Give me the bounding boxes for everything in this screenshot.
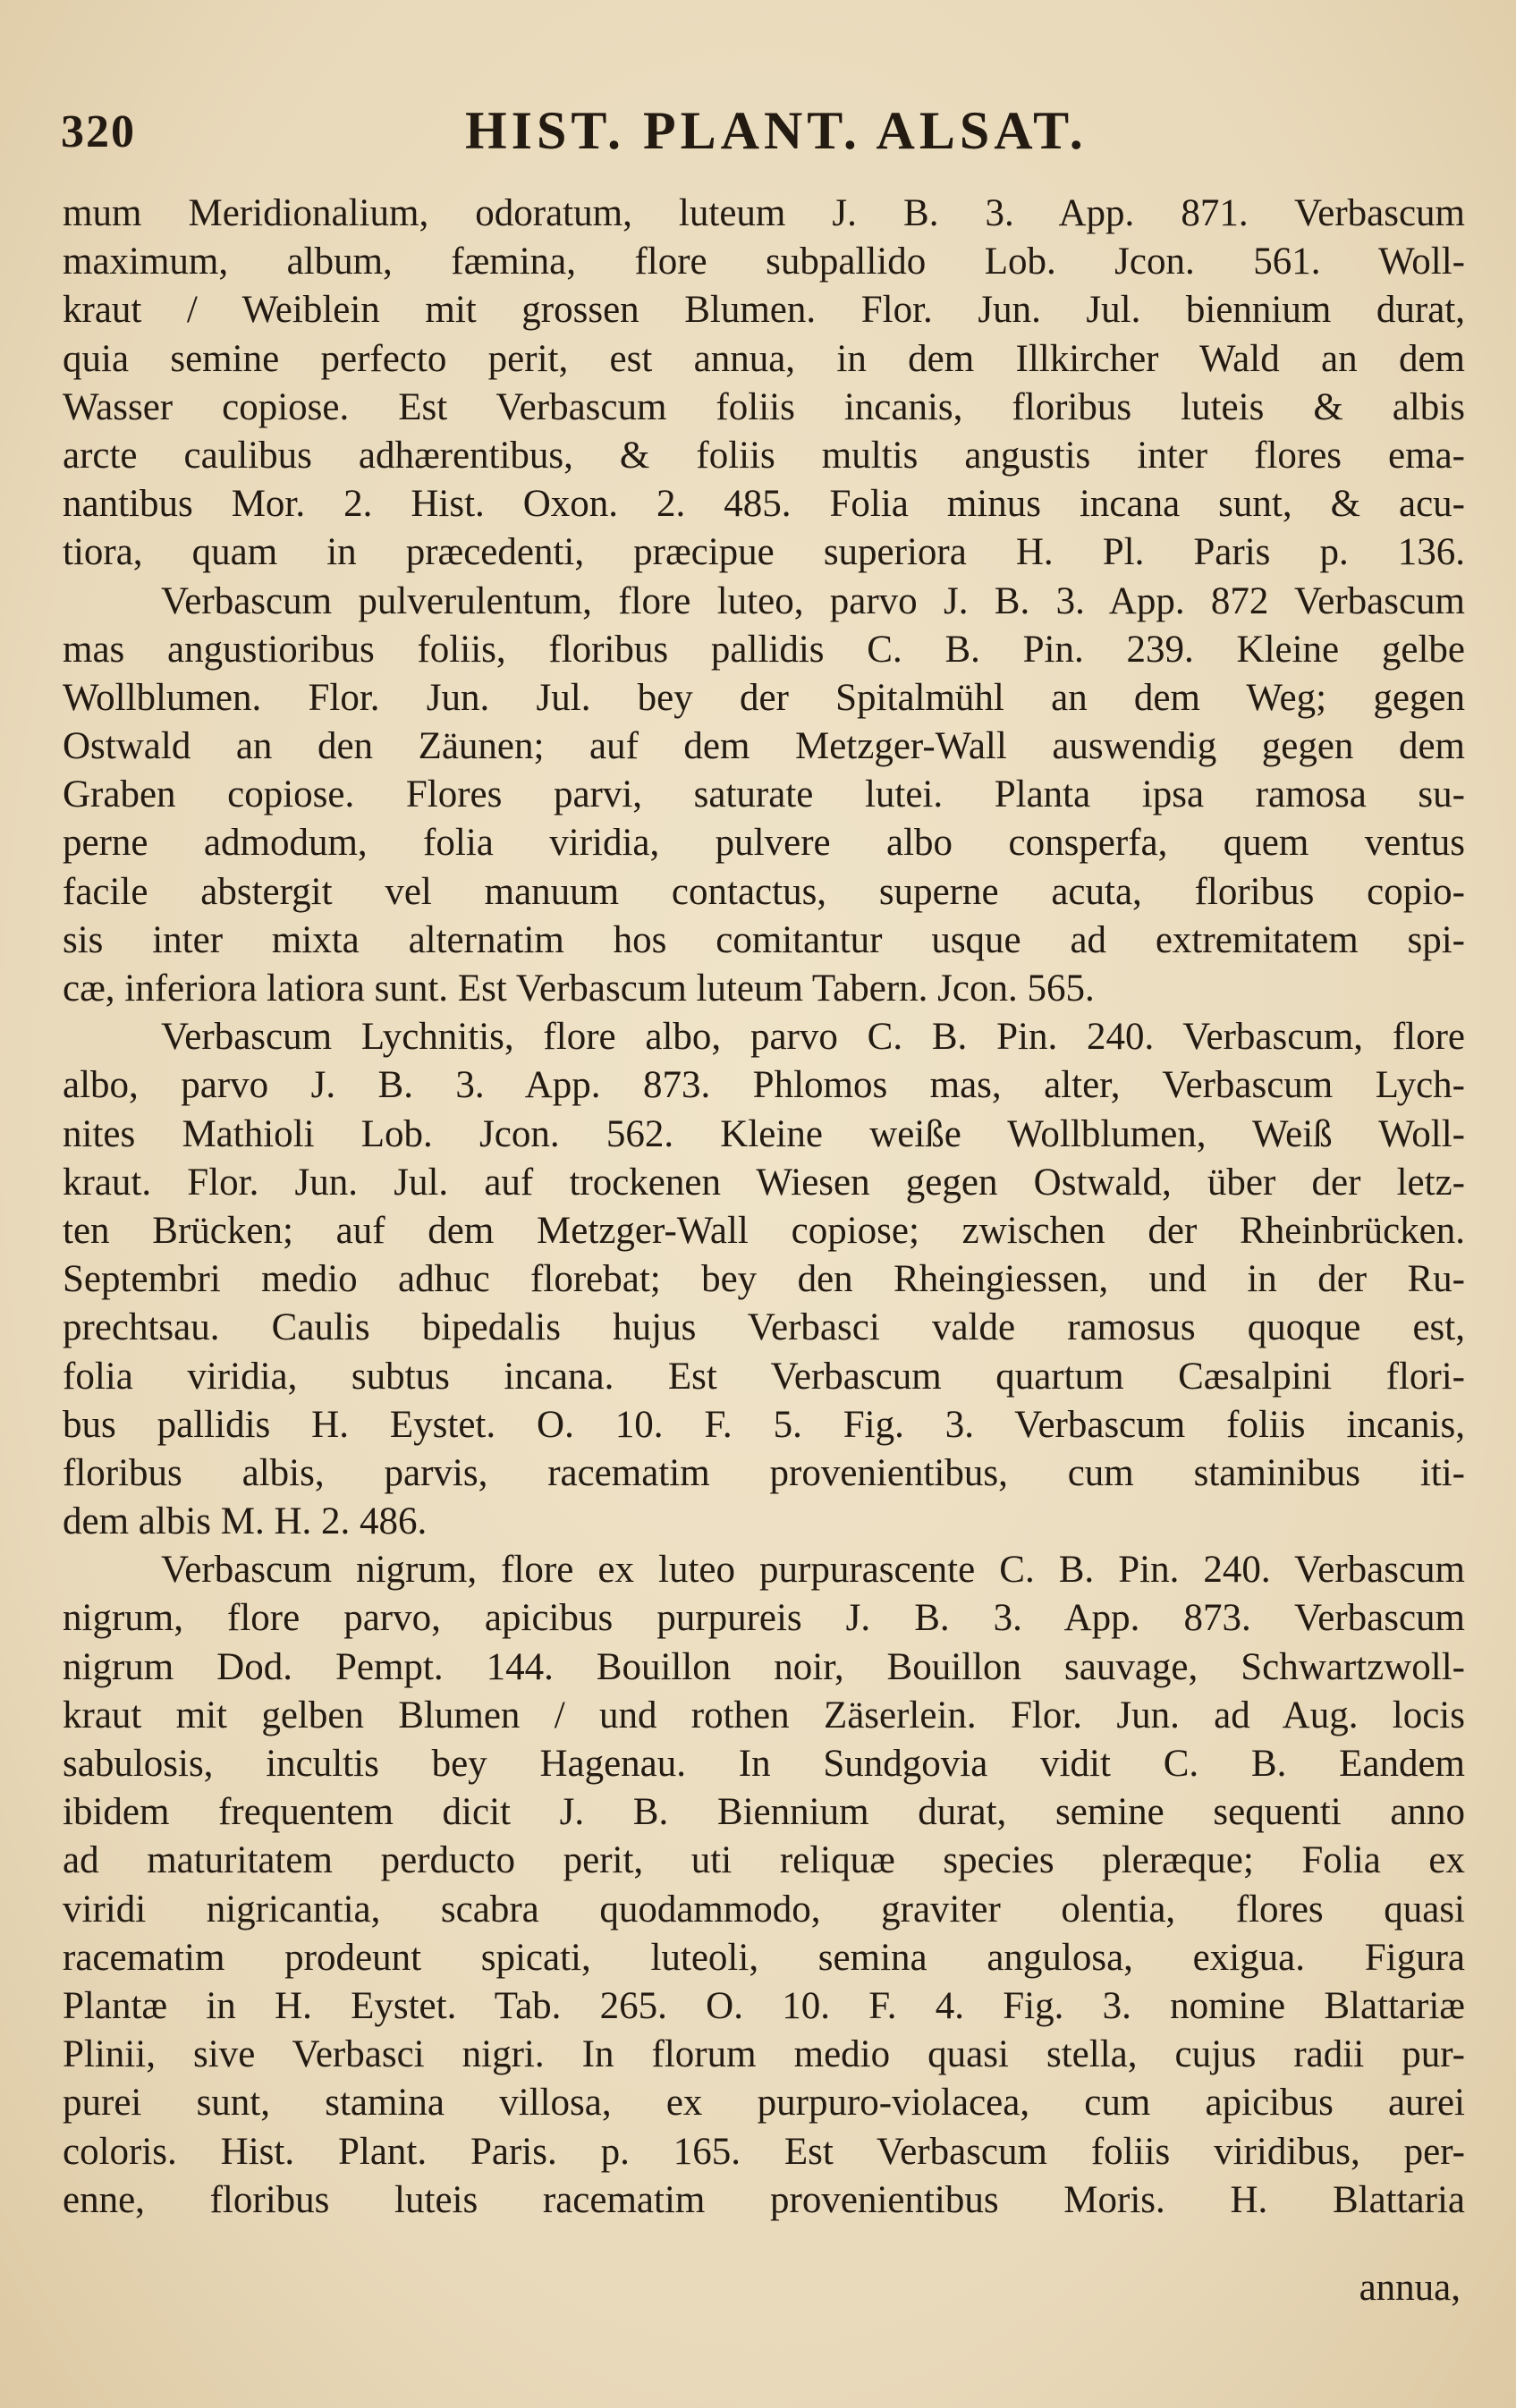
text-line: coloris. Hist. Plant. Paris. p. 165. Est Verbascum foliis viridibus, per- xyxy=(63,2130,1465,2173)
text-line: Verbascum nigrum, flore ex luteo purpurascente C. B. Pin. 240. Verbascum xyxy=(161,1549,1465,1592)
text-line: Wollblumen. Flor. Jun. Jul. bey der Spitalmühl an dem Weg; gegen xyxy=(63,676,1465,719)
text-line: folia viridia, subtus incana. Est Verbascum quartum Cæsalpini flori- xyxy=(63,1355,1465,1398)
text-line: tiora, quam in præcedenti, præcipue superiora H. Pl. Paris p. 136. xyxy=(63,531,1465,574)
text-line: nantibus Mor. 2. Hist. Oxon. 2. 485. Folia minus incana sunt, & acu- xyxy=(63,483,1465,526)
text-line: purei sunt, stamina villosa, ex purpuro-violacea, cum apicibus aurei xyxy=(63,2082,1465,2125)
text-line: prechtsau. Caulis bipedalis hujus Verbasci valde ramosus quoque est, xyxy=(63,1306,1465,1349)
text-line: nigrum, flore parvo, apicibus purpureis J. B. 3. App. 873. Verbascum xyxy=(63,1597,1465,1640)
text-line: ad maturitatem perducto perit, uti reliquæ species pleræque; Folia ex xyxy=(63,1839,1465,1882)
text-line: maximum, album, fæmina, flore subpallido Lob. Jcon. 561. Woll- xyxy=(63,241,1465,283)
text-line: mas angustioribus foliis, floribus pallidis C. B. Pin. 239. Kleine gelbe xyxy=(63,628,1465,671)
text-line: nigrum Dod. Pempt. 144. Bouillon noir, Bouillon sauvage, Schwartzwoll- xyxy=(63,1645,1465,1688)
text-line: floribus albis, parvis, racematim provenientibus, cum staminibus iti- xyxy=(63,1451,1465,1494)
text-line: kraut / Weiblein mit grossen Blumen. Flor. Jun. Jul. biennium durat, xyxy=(63,289,1465,332)
page-number: 320 xyxy=(61,106,136,157)
text-line: albo, parvo J. B. 3. App. 873. Phlomos mas, alter, Verbascum Lych- xyxy=(63,1064,1465,1107)
body-text xyxy=(63,190,1465,2225)
running-head: HIST. PLANT. ALSAT. xyxy=(465,101,1088,160)
text-line: sis inter mixta alternatim hos comitantur usque ad extremitatem spi- xyxy=(63,918,1465,961)
text-line: Verbascum pulverulentum, flore luteo, parvo J. B. 3. App. 872 Verbascum xyxy=(161,579,1465,622)
text-line: cæ, inferiora latiora sunt. Est Verbascum luteum Tabern. Jcon. 565. xyxy=(63,967,1095,1010)
text-line: ten Brücken; auf dem Metzger-Wall copiose; zwischen der Rheinbrücken. xyxy=(63,1209,1465,1252)
text-line: Septembri medio adhuc florebat; bey den Rheingiessen, und in der Ru- xyxy=(63,1258,1465,1301)
text-line: kraut. Flor. Jun. Jul. auf trockenen Wiesen gegen Ostwald, über der letz- xyxy=(63,1161,1465,1204)
text-line: kraut mit gelben Blumen / und rothen Zäserlein. Flor. Jun. ad Aug. locis xyxy=(63,1694,1465,1736)
text-line: Wasser copiose. Est Verbascum foliis incanis, floribus luteis & albis xyxy=(63,385,1465,428)
text-line: arcte caulibus adhærentibus, & foliis multis angustis inter flores ema- xyxy=(63,434,1465,477)
text-line: nites Mathioli Lob. Jcon. 562. Kleine weiße Wollblumen, Weiß Woll- xyxy=(63,1112,1465,1155)
text-line: viridi nigricantia, scabra quodammodo, graviter olentia, flores quasi xyxy=(63,1888,1465,1931)
text-line: facile abstergit vel manuum contactus, superne acuta, floribus copio- xyxy=(63,870,1465,913)
text-line: Verbascum Lychnitis, flore albo, parvo C. B. Pin. 240. Verbascum, flore xyxy=(161,1016,1465,1059)
catchword: annua, xyxy=(1359,2267,1461,2309)
text-line: Plantæ in H. Eystet. Tab. 265. O. 10. F. 4. Fig. 3. nomine Blattariæ xyxy=(63,1984,1465,2027)
text-line: ibidem frequentem dicit J. B. Biennium durat, semine sequenti anno xyxy=(63,1791,1465,1834)
text-line: Plinii, sive Verbasci nigri. In florum medio quasi stella, cujus radii pur- xyxy=(63,2033,1465,2076)
text-line: perne admodum, folia viridia, pulvere albo consperfa, quem ventus xyxy=(63,822,1465,865)
text-line: sabulosis, incultis bey Hagenau. In Sundgovia vidit C. B. Eandem xyxy=(63,1743,1465,1785)
text-line: quia semine perfecto perit, est annua, in dem Illkircher Wald an dem xyxy=(63,337,1465,380)
text-line: racematim prodeunt spicati, luteoli, semina angulosa, exigua. Figura xyxy=(63,1936,1465,1979)
text-line: mum Meridionalium, odoratum, luteum J. B. 3. App. 871. Verbascum xyxy=(63,192,1465,234)
text-line: dem albis M. H. 2. 486. xyxy=(63,1500,428,1543)
text-line: Ostwald an den Zäunen; auf dem Metzger-Wall auswendig gegen dem xyxy=(63,725,1465,768)
text-line: Graben copiose. Flores parvi, saturate lutei. Planta ipsa ramosa su- xyxy=(63,773,1465,816)
text-line: bus pallidis H. Eystet. O. 10. F. 5. Fig. 3. Verbascum foliis incanis, xyxy=(63,1403,1465,1446)
page-header xyxy=(61,100,1456,163)
text-line: enne, floribus luteis racematim provenientibus Moris. H. Blattaria xyxy=(63,2178,1465,2221)
